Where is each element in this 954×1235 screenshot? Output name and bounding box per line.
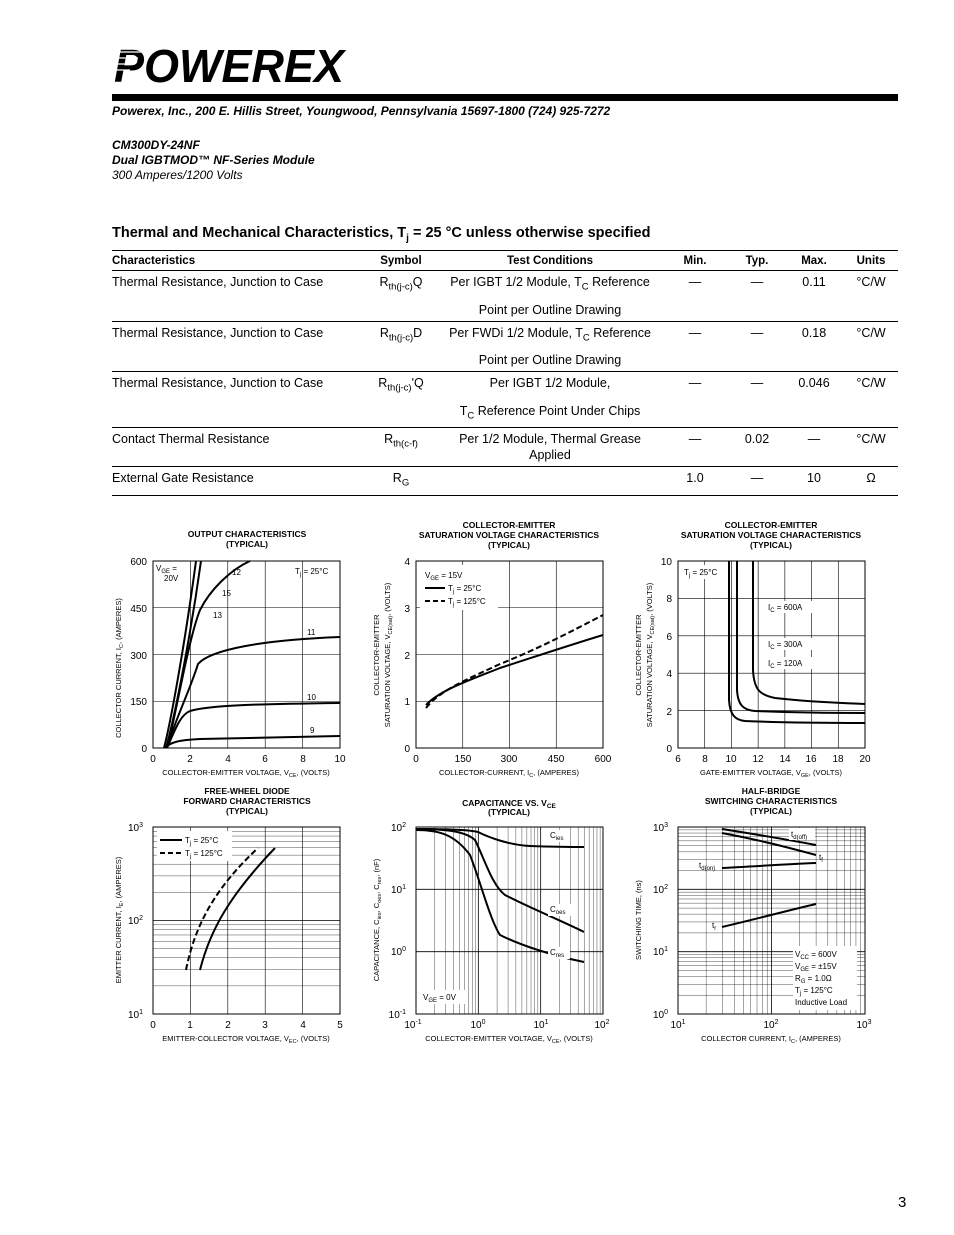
svg-text:Tj = 25°C: $T_j = 25^\circ C$: [448, 584, 482, 595]
svg-text:COLLECTOR-EMITTER VOLTAGE, VCE: COLLECTOR-EMITTER VOLTAGE, $V_{CE}$, (VOLTS): [162, 768, 330, 779]
svg-text:102: $10^2$: [594, 1019, 610, 1031]
graph-saturation-vs-gate-voltage: [634, 520, 871, 779]
svg-text:14: 14: [779, 754, 791, 765]
svg-text:6: 6: [262, 754, 268, 765]
svg-text:10: 10: [334, 754, 346, 765]
svg-text:COLLECTOR-EMITTER VOLTAGE, VCE: COLLECTOR-EMITTER VOLTAGE, $V_{CE}$, (VOLTS): [425, 1034, 593, 1045]
svg-text:1: 1: [404, 697, 410, 708]
svg-text:6: 6: [666, 632, 672, 643]
powerex-logo: [112, 40, 347, 88]
svg-text:Tj = 25°C: $T_j = 25^\circ C$: [684, 568, 718, 579]
svg-text:CAPACITANCE, Cies, Coes, Cres,: CAPACITANCE, $C_{ies}$, $C_{oes}$, $C_{res}$, (nF): [372, 858, 383, 982]
svg-text:VGE = ±15V: $V_{GE} = \pm 15V$: [795, 962, 837, 973]
col-header: Test Conditions: [440, 251, 660, 271]
svg-text:FORWARD CHARACTERISTICS: FORWARD CHARACTERISTICS: [183, 796, 311, 806]
svg-text:IC = 120A: $I_C = 120A$: [768, 659, 803, 670]
svg-text:VGE = 15V: $V_{GE} = 15V$: [425, 571, 463, 582]
svg-text:td(on): $t_{d(on)}$: [699, 861, 716, 872]
svg-text:SWITCHING TIME, (ns): SWITCHING TIME, (ns): [634, 880, 643, 960]
page-number: 3: [898, 1194, 907, 1211]
col-header: Symbol: [362, 251, 440, 271]
svg-text:Inductive Load: Inductive Load: [795, 998, 848, 1007]
table-row: Thermal Resistance, Junction to Case $R_{th(j-c)}Q$ Per IGBT 1/2 Module, $T_C$ Reference — — 0.11 °C/W: [112, 275, 886, 293]
svg-text:tf: $t_f$: [819, 853, 823, 864]
svg-text:150: 150: [130, 697, 147, 708]
svg-text:SATURATION VOLTAGE CHARACTERIS: SATURATION VOLTAGE CHARACTERISTICS: [418, 530, 600, 540]
svg-text:Tj = 25°C: $T_j = 25^\circ C$: [295, 567, 329, 578]
svg-text:COLLECTOR-EMITTER: COLLECTOR-EMITTER: [724, 520, 818, 530]
svg-text:103: $10^3$: [856, 1019, 872, 1031]
svg-text:Coes: $C_{oes}$: [550, 905, 566, 916]
svg-text:Tj = 125°C: $T_j = 125^\circ C$: [795, 986, 833, 997]
svg-text:8: 8: [666, 594, 672, 605]
svg-text:tr: $t_r$: [712, 921, 717, 932]
svg-text:GATE-EMITTER VOLTAGE, VGE, (VO: GATE-EMITTER VOLTAGE, $V_{GE}$, (VOLTS): [700, 768, 842, 779]
svg-text:EMITTER-COLLECTOR VOLTAGE, VEC: EMITTER-COLLECTOR VOLTAGE, $V_{EC}$, (VOLTS): [162, 1034, 330, 1045]
svg-text:(TYPICAL): (TYPICAL): [749, 806, 793, 816]
header-rule: [112, 94, 898, 101]
svg-text:SWITCHING CHARACTERISTICS: SWITCHING CHARACTERISTICS: [704, 796, 838, 806]
svg-text:EMITTER CURRENT, IE, (AMPERES): EMITTER CURRENT, $I_E$, (AMPERES): [114, 856, 125, 984]
table-row: Thermal Resistance, Junction to Case $R_{th(j-c)}D$ Per FWDi 1/2 Module, $T_C$ Reference — — 0.18 °C/W: [112, 325, 886, 343]
svg-text:4: 4: [225, 754, 231, 765]
svg-text:COLLECTOR-EMITTER: COLLECTOR-EMITTER: [462, 520, 556, 530]
svg-text:102: $10^2$: [652, 884, 668, 896]
svg-text:2: 2: [225, 1020, 231, 1031]
svg-text:102: $10^2$: [763, 1019, 779, 1031]
table-row: External Gate Resistance $R_G$ 1.0 — 10 Ω: [112, 467, 898, 496]
svg-text:0: 0: [404, 744, 410, 755]
svg-text:0: 0: [150, 754, 156, 765]
svg-text:COLLECTOR CURRENT, IC, (AMPERE: COLLECTOR CURRENT, $I_C$, (AMPERES): [114, 598, 125, 738]
svg-text:IC = 300A: $I_C = 300A$: [768, 640, 803, 651]
svg-text:16: 16: [805, 754, 817, 765]
svg-text:(TYPICAL): (TYPICAL): [225, 539, 269, 549]
svg-text:18: 18: [832, 754, 844, 765]
svg-text:Tj = 25°C: $T_j = 25^\circ C$: [185, 836, 219, 847]
svg-text:4: 4: [300, 1020, 306, 1031]
svg-text:100: $10^0$: [470, 1019, 486, 1031]
svg-text:VCC = 600V: $V_{CC} = 600V$: [795, 950, 837, 961]
svg-text:8: 8: [300, 754, 306, 765]
svg-text:100: $10^0$: [652, 1009, 668, 1021]
svg-text:10: 10: [725, 754, 737, 765]
svg-text:0: 0: [141, 744, 147, 755]
table-row: Contact Thermal Resistance $R_{th(c-f)}$ Per 1/2 Module, Thermal Grease Applied — 0.02 — °C/W: [112, 428, 898, 467]
part-rating: 300 Amperes/1200 Volts: [112, 168, 243, 182]
svg-text:4: 4: [404, 557, 410, 568]
svg-text:20: 20: [859, 754, 871, 765]
svg-text:HALF-BRIDGE: HALF-BRIDGE: [741, 786, 801, 796]
svg-text:450: 450: [130, 604, 147, 615]
svg-text:4: 4: [666, 669, 672, 680]
svg-text:RG = 1.0Ω: $R_G = 1.0\Omega$: [795, 974, 832, 985]
graph-freewheel-diode: [114, 786, 343, 1045]
col-header: Min.: [660, 251, 730, 271]
logo-text: POWEREX: [114, 40, 347, 88]
svg-text:101: $10^1$: [390, 884, 406, 896]
svg-text:11: 11: [307, 628, 316, 637]
graph-output-characteristics: [114, 529, 346, 779]
svg-text:101: $10^1$: [127, 1009, 143, 1021]
svg-text:VGE = 0V: $V_{GE} = 0V$: [423, 993, 456, 1004]
svg-text:15: 15: [222, 589, 231, 598]
table-row: Thermal Resistance, Junction to Case $R_{th(j-c)}'Q$ Per IGBT 1/2 Module, — — 0.046 °C/W: [112, 376, 886, 394]
svg-text:(TYPICAL): (TYPICAL): [225, 806, 269, 816]
company-address: Powerex, Inc., 200 E. Hillis Street, Youngwood, Pennsylvania 15697-1800 (724) 925-7272: [112, 104, 611, 118]
svg-text:2: 2: [187, 754, 193, 765]
part-number: CM300DY-24NF: [112, 138, 200, 152]
svg-text:SATURATION VOLTAGE CHARACTERIS: SATURATION VOLTAGE CHARACTERISTICS: [680, 530, 862, 540]
svg-text:101: $10^1$: [652, 946, 668, 958]
svg-text:600: 600: [130, 557, 147, 568]
svg-text:IC = 600A: $I_C = 600A$: [768, 603, 803, 614]
svg-text:(TYPICAL): (TYPICAL): [749, 540, 793, 550]
col-header: Units: [844, 251, 898, 271]
svg-text:12: 12: [232, 568, 241, 577]
svg-text:5: 5: [337, 1020, 343, 1031]
svg-text:103: $10^3$: [652, 822, 668, 834]
svg-text:CAPACITANCE VS. VCE: CAPACITANCE VS. $V_{CE}$: [462, 798, 556, 810]
svg-text:100: $10^0$: [390, 946, 406, 958]
svg-text:10-1: $10^{-1}$: [388, 1009, 406, 1021]
svg-text:0: 0: [666, 744, 672, 755]
svg-text:9: 9: [310, 726, 315, 735]
characteristic-graphs: [0, 510, 954, 1060]
graph-capacitance: [372, 798, 610, 1045]
table-header-row: [112, 251, 898, 271]
table-row-cont: Point per Outline Drawing: [112, 349, 898, 372]
col-header: Characteristics: [112, 251, 362, 271]
svg-text:0: 0: [413, 754, 419, 765]
part-description: Dual IGBTMOD™ NF-Series Module: [112, 153, 315, 167]
svg-text:10-1: $10^{-1}$: [404, 1019, 422, 1031]
section-title: Thermal and Mechanical Characteristics, $T_j = 25$ °C unless otherwise specified: [112, 225, 651, 244]
svg-text:2: 2: [666, 707, 672, 718]
graph-saturation-vs-current: [372, 520, 612, 779]
svg-text:3: 3: [404, 604, 410, 615]
svg-text:102: $10^2$: [127, 915, 143, 927]
svg-text:101: $10^1$: [670, 1019, 686, 1031]
svg-text:Cres: $C_{res}$: [550, 948, 565, 959]
svg-text:101: $10^1$: [533, 1019, 549, 1031]
svg-text:300: 300: [500, 754, 518, 765]
svg-text:Tj = 125°C: $T_j = 125^\circ C$: [448, 597, 486, 608]
svg-text:20V: 20V: [164, 574, 179, 583]
svg-text:(TYPICAL): (TYPICAL): [487, 540, 531, 550]
svg-text:SATURATION VOLTAGE, VCE(sat),: SATURATION VOLTAGE, $V_{CE(sat)}$, (VOLTS): [645, 582, 656, 728]
svg-text:13: 13: [213, 611, 222, 620]
svg-text:Tj = 125°C: $T_j = 125^\circ C$: [185, 849, 223, 860]
graph-switching: [634, 786, 872, 1045]
col-header: Typ.: [730, 251, 784, 271]
svg-text:1: 1: [187, 1020, 193, 1031]
svg-text:10: 10: [307, 693, 316, 702]
svg-text:COLLECTOR-EMITTER: COLLECTOR-EMITTER: [634, 614, 643, 696]
svg-text:Cies: $C_{ies}$: [550, 831, 564, 842]
svg-text:300: 300: [130, 651, 147, 662]
svg-text:10: 10: [660, 557, 672, 568]
svg-text:2: 2: [404, 651, 410, 662]
svg-text:VGE =: $V_{GE}$ =: [156, 564, 177, 575]
svg-text:12: 12: [752, 754, 764, 765]
svg-text:600: 600: [594, 754, 612, 765]
svg-text:450: 450: [547, 754, 565, 765]
part-info: [112, 138, 315, 183]
svg-text:FREE-WHEEL DIODE: FREE-WHEEL DIODE: [204, 786, 290, 796]
svg-text:SATURATION VOLTAGE, VCE(sat),: SATURATION VOLTAGE, $V_{CE(sat)}$, (VOLTS): [383, 582, 394, 728]
svg-text:102: $10^2$: [390, 822, 406, 834]
svg-text:3: 3: [262, 1020, 268, 1031]
table-row-cont: $T_C$ Reference Point Under Chips: [112, 400, 898, 428]
svg-text:td(off): $t_{d(off)}$: [791, 830, 808, 841]
col-header: Max.: [784, 251, 844, 271]
thermal-table: [112, 250, 898, 496]
svg-text:150: 150: [454, 754, 472, 765]
svg-text:8: 8: [702, 754, 708, 765]
svg-text:COLLECTOR-EMITTER: COLLECTOR-EMITTER: [372, 614, 381, 696]
svg-text:(TYPICAL): (TYPICAL): [487, 807, 531, 817]
svg-text:6: 6: [675, 754, 681, 765]
svg-text:OUTPUT CHARACTERISTICS: OUTPUT CHARACTERISTICS: [187, 529, 307, 539]
svg-text:COLLECTOR-CURRENT, IC, (AMPERE: COLLECTOR-CURRENT, $I_C$, (AMPERES): [438, 768, 580, 779]
svg-text:103: $10^3$: [127, 822, 143, 834]
svg-text:COLLECTOR CURRENT, IC, (AMPERE: COLLECTOR CURRENT, $I_C$, (AMPERES): [701, 1034, 841, 1045]
table-row-cont: Point per Outline Drawing: [112, 299, 898, 322]
svg-text:0: 0: [150, 1020, 156, 1031]
